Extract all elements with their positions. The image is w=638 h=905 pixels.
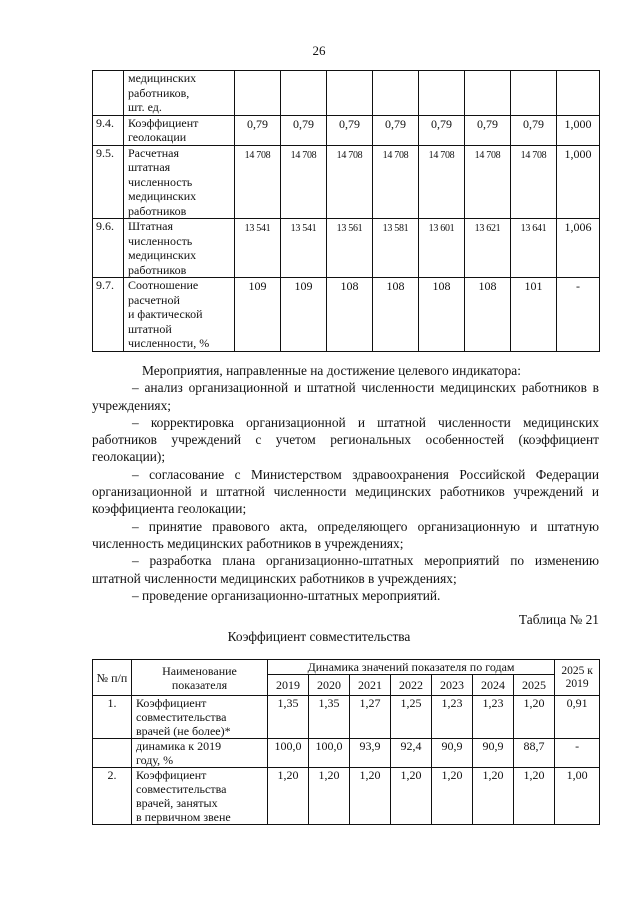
table-row — [93, 71, 600, 116]
value-cell: 14 708 — [511, 145, 557, 219]
table-row — [93, 278, 600, 352]
value-cell: 1,20 — [514, 768, 555, 825]
value-cell: 13 541 — [235, 219, 281, 278]
header-year: 2024 — [473, 675, 514, 696]
row-name-line: работников, — [128, 85, 190, 100]
value-cell: 1,20 — [268, 768, 309, 825]
row-name — [132, 768, 268, 825]
value-cell: 108 — [327, 278, 373, 352]
row-name-line: врачей (не более)* — [136, 724, 231, 738]
value-cell: 109 — [281, 278, 327, 352]
value-cell: 14 708 — [373, 145, 419, 219]
value-cell: 13 601 — [419, 219, 465, 278]
header-dynamics: Динамика значений показателя по годам — [268, 660, 555, 675]
header-year: 2021 — [350, 675, 391, 696]
value-cell: 1,35 — [309, 696, 350, 739]
row-number: 9.6. — [93, 219, 124, 278]
row-name-line: совместительства — [136, 710, 227, 724]
row-name — [124, 71, 235, 116]
value-cell: 108 — [419, 278, 465, 352]
part-time-coefficient-table — [92, 659, 600, 825]
value-cell — [465, 71, 511, 116]
table-title: Коэффициент совместительства — [227, 629, 411, 644]
value-cell — [327, 71, 373, 116]
value-cell — [281, 71, 327, 116]
row-number: 9.7. — [93, 278, 124, 352]
value-cell: 93,9 — [350, 739, 391, 768]
value-cell: 0,79 — [281, 115, 327, 145]
value-cell: 0,79 — [419, 115, 465, 145]
row-name-line: расчетной — [128, 292, 180, 307]
value-cell: 1,000 — [557, 115, 600, 145]
header-year: 2019 — [268, 675, 309, 696]
row-name-line: работников — [128, 203, 187, 218]
value-cell: 0,79 — [327, 115, 373, 145]
header-num: № п/п — [93, 660, 132, 696]
value-cell: 1,27 — [350, 696, 391, 739]
value-cell: 1,20 — [391, 768, 432, 825]
table-row — [93, 739, 600, 768]
value-cell: 100,0 — [268, 739, 309, 768]
row-name-line: численность — [128, 174, 193, 189]
header-year: 2022 — [391, 675, 432, 696]
header-year: 2023 — [432, 675, 473, 696]
value-cell: 1,35 — [268, 696, 309, 739]
row-name-line: медицинских — [128, 71, 197, 85]
table-row — [93, 768, 600, 825]
value-cell: 100,0 — [309, 739, 350, 768]
value-cell: 13 581 — [373, 219, 419, 278]
table-header-row — [93, 660, 600, 675]
row-name-line: Расчетная — [128, 145, 179, 160]
value-cell: 0,79 — [373, 115, 419, 145]
row-name-line: штатной — [128, 321, 172, 336]
row-name — [124, 145, 235, 219]
value-cell: 14 708 — [281, 145, 327, 219]
row-name-line: врачей, занятых — [136, 796, 218, 810]
value-cell: 0,79 — [235, 115, 281, 145]
measures-intro: Мероприятия, направленные на достижение целевого индикатора: — [142, 363, 521, 378]
measure-item: – согласование с Министерством здравоохранения Российской Федерации организационной и штатной численности медицинских работников учреждений и коэффициента геолокации; — [92, 466, 599, 517]
value-cell — [511, 71, 557, 116]
value-cell: 14 708 — [465, 145, 511, 219]
row-name-line: в первичном звене — [136, 810, 231, 824]
value-cell: 13 621 — [465, 219, 511, 278]
measure-item: – анализ организационной и штатной численности медицинских работников в учреждениях; — [92, 380, 599, 413]
value-cell: 14 708 — [419, 145, 465, 219]
value-cell: 13 541 — [281, 219, 327, 278]
row-name — [124, 115, 235, 145]
value-cell: 1,00 — [555, 768, 600, 825]
value-cell: 109 — [235, 278, 281, 352]
value-cell: 1,006 — [557, 219, 600, 278]
table-row — [93, 115, 600, 145]
measure-item: – проведение организационно-штатных мероприятий. — [132, 587, 441, 603]
row-name — [124, 219, 235, 278]
measure-item: – разработка плана организационно-штатных мероприятий по изменению штатной численности медицинских работников в учреждениях; — [92, 553, 599, 586]
value-cell: 1,25 — [391, 696, 432, 739]
measure-item: – корректировка организационной и штатной численности медицинских работников учреждений с учетом региональных особенностей (коэффициент геолокации); — [92, 414, 599, 465]
row-name-line: шт. ед. — [128, 100, 162, 114]
value-cell: 92,4 — [391, 739, 432, 768]
value-cell: 1,23 — [473, 696, 514, 739]
row-name-line: Коэффициент — [136, 696, 207, 710]
row-name-line: Соотношение — [128, 278, 199, 292]
row-name-line: работников — [128, 262, 187, 277]
value-cell: 108 — [465, 278, 511, 352]
value-cell: 13 561 — [327, 219, 373, 278]
value-cell: 101 — [511, 278, 557, 352]
value-cell — [557, 71, 600, 116]
value-cell: 1,20 — [473, 768, 514, 825]
row-number: 9.4. — [93, 115, 124, 145]
row-number: 2. — [93, 768, 132, 825]
measures-section — [92, 362, 599, 604]
table-row — [93, 696, 600, 739]
row-name — [124, 278, 235, 352]
value-cell: 90,9 — [473, 739, 514, 768]
measure-item: – принятие правового акта, определяющего организационную и штатную численность медицинских работников в учреждениях; — [92, 518, 599, 551]
row-name-line: Штатная — [128, 219, 174, 233]
row-number: 1. — [93, 696, 132, 739]
value-cell: 0,79 — [465, 115, 511, 145]
value-cell — [373, 71, 419, 116]
value-cell: 14 708 — [327, 145, 373, 219]
row-name-line: медицинских — [128, 248, 197, 262]
header-year: 2020 — [309, 675, 350, 696]
row-name-line: динамика к 2019 — [136, 739, 222, 753]
value-cell: 0,79 — [511, 115, 557, 145]
value-cell — [235, 71, 281, 116]
header-last: 2025 к 2019 — [555, 660, 600, 696]
value-cell: 1,23 — [432, 696, 473, 739]
value-cell: 1,20 — [432, 768, 473, 825]
value-cell: 14 708 — [235, 145, 281, 219]
value-cell: 1,000 — [557, 145, 600, 219]
row-number: 9.5. — [93, 145, 124, 219]
row-name-line: численности, % — [128, 336, 210, 350]
row-name-line: Коэффициент — [136, 768, 207, 782]
row-name-line: и фактической — [128, 307, 203, 321]
row-number — [93, 71, 124, 116]
value-cell: 13 641 — [511, 219, 557, 278]
indicator-table-continued — [92, 70, 600, 352]
row-name-line: штатная — [128, 160, 171, 174]
header-name: Наименование показателя — [132, 660, 268, 696]
row-name — [132, 739, 268, 768]
row-name-line: совместительства — [136, 782, 227, 796]
value-cell: 90,9 — [432, 739, 473, 768]
value-cell: 88,7 — [514, 739, 555, 768]
row-number — [93, 739, 132, 768]
header-year: 2025 — [514, 675, 555, 696]
value-cell: 1,20 — [514, 696, 555, 739]
value-cell — [419, 71, 465, 116]
value-cell: - — [557, 278, 600, 352]
page-number: 26 — [312, 43, 326, 58]
value-cell: 108 — [373, 278, 419, 352]
row-name-line: году, % — [136, 753, 174, 767]
value-cell: 1,20 — [309, 768, 350, 825]
row-name-line: геолокации — [128, 130, 187, 144]
row-name-line: численность — [128, 233, 193, 248]
table-row — [93, 219, 600, 278]
value-cell: - — [555, 739, 600, 768]
row-name — [132, 696, 268, 739]
row-name-line: Коэффициент — [128, 115, 199, 130]
row-name-line: медицинских — [128, 189, 197, 203]
table-row — [93, 145, 600, 219]
table-label: Таблица № 21 — [518, 612, 599, 627]
value-cell: 1,20 — [350, 768, 391, 825]
value-cell: 0,91 — [555, 696, 600, 739]
